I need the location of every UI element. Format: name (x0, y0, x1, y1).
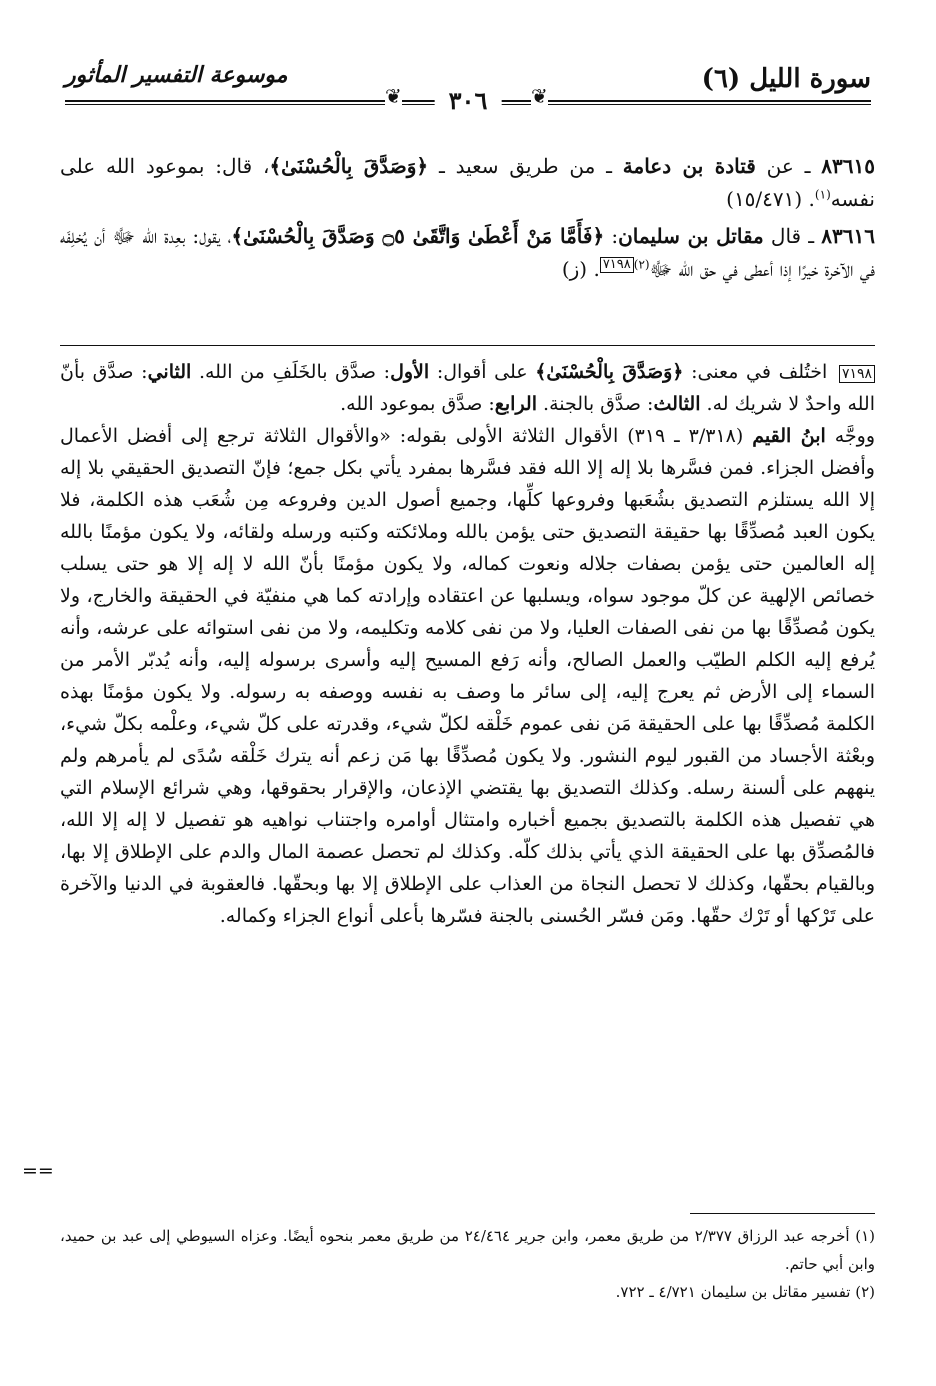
opinion-label: الرابع (494, 393, 537, 415)
opinion-label: الأول (390, 361, 430, 383)
narration-number: ٨٣٦١٥ (821, 154, 875, 178)
commentary-text: اختُلف في معنى: (683, 361, 835, 383)
narrations (60, 150, 875, 290)
opinion-label: الثالث (653, 393, 701, 415)
narration-entry (60, 150, 875, 216)
commentary (60, 356, 875, 932)
footnote-separator (690, 1213, 875, 1214)
footnote-ref[interactable]: (١) (814, 187, 831, 202)
source-ref: . (١٥/٤٧١) (726, 187, 815, 211)
narration-text: ـ من طريق سعيد ـ (428, 154, 623, 178)
scholar-name: ابنُ القيم (752, 425, 826, 447)
ornament-icon: ❦ (531, 84, 548, 108)
ornament-icon: ❦ (385, 84, 402, 108)
narrator-name: مقاتل بن سليمان (618, 224, 764, 248)
narration-text: ، قال: بموعود الله على نفسه (60, 154, 875, 211)
commentary-text: (٣/٣١٨ ـ ٣١٩) الأقوال الثلاثة الأولى بقوله: «والأقوال الثلاثة ترجع إلى أفضل الأعمال وأفضل الجزاء. فمن فسَّرها بلا إله إلا الله فقد فسَّرها بمفرد يأتي بكل جمع؛ فإنّ التصديق الحقيقي بلا إله إلا الله يستلزم التصديق بشُعَبها وفروعها كلِّها، وجميع أصول الدين وفروعه مِن شُعَب هذه الكلمة، فلا يكون العبد مُصدِّقًا بها حقيقة التصديق حتى يؤمن بالله وملائكته وكتبه ورسله ولقائه، ولا يكون مؤمنًا بالله إله العالمين حتى يؤمن بصفات جلاله ونعوت كماله، ولا يكون مؤمنًا بأنّ الله لا إله إلا هو حتى يسلب خصائص الإلهية عن كلّ موجود سواه، ويسلبها عن اعتقاده وإرادته كما هي منفيّة في الحقيقة والخارج، ولا يكون مُصدِّقًا بها من نفى الصفات العليا، ولا من نفى كلامه وتكليمه، ولا من نفى استوائه على عرشه، وأنه يُرفع إليه الكلم الطيّب والعمل الصالح، وأنه رَفع المسيح إليه وأسرى برسوله إليه، وأنه يُدبّر الأمر من السماء إلى الأرض ثم يعرج إليه، إلى سائر ما وصف به نفسه ووصفه به رسوله. ولا يكون مؤمنًا بهذه الكلمة مُصدِّقًا بها على الحقيقة مَن نفى عموم خَلْقه لكلّ شيء، وقدرته على كلّ شيء، وعلْمه بكلّ شيء، وبعْثة الأجساد من القبور ليوم النشور. ولا يكون مُصدِّقًا بها مَن زعم أنه يترك خَلْقه سُدًى لم يأمرهم ولم ينههم على ألسنة رسله. وكذلك التصديق بها يقتضي الإذعان، والإقرار بحقوقها، وهي شرائع الإسلام التي هي تفصيل هذه الكلمة بالتصديق بجميع أخباره وامتثال أوامره واجتناب نواهيه هو تفصيل لا إله إلا الله، فالمُصدِّق بها على الحقيقة الذي يأتي بذلك كلّه. وكذلك لم تحصل عصمة المال والدم على الإطلاق إلا بها، وبالقيام بحقّها، وكذلك لا تحصل النجاة من العذاب على الإطلاق إلا بها وبحقّها. فالعقوبة في الدنيا والآخرة على تَرْكها أو تَرْك حقّها. ومَن فسّر الحُسنى بالجنة فسّرها بأعلى أنواع الجزاء وكماله. (60, 425, 875, 927)
book-title: موسوعة التفسير المأثور (65, 62, 288, 88)
narration-number: ٨٣٦١٦ (821, 224, 875, 248)
narration-text: ، يقول: بعِدة الله ﷻ أن يُخلِفَه في الآخرة خيرًا إذا أعطى في حق الله ﷻ (60, 224, 875, 281)
footnote-ref[interactable]: (٢) (633, 257, 650, 272)
quran-verse: ﴿فَأَمَّا مَنْ أَعْطَىٰ وَاتَّقَىٰ ۝٥ وَصَدَّقَ بِالْحُسْنَىٰ﴾ (231, 224, 605, 248)
commentary-paragraph (60, 420, 875, 932)
footnote: (٢) تفسير مقاتل بن سليمان ٤/٧٢١ ـ ٧٢٢. (615, 1283, 875, 1301)
narration-text: ـ قال (763, 224, 822, 248)
opinion-label: الثاني (147, 361, 192, 383)
opinion-text: : صدَّق بموعود الله. (340, 393, 495, 415)
quran-verse: ﴿وَصَدَّقَ بِالْحُسْنَىٰ﴾ (269, 154, 429, 178)
continuation-mark: == (22, 1160, 54, 1182)
commentary-separator (60, 345, 875, 346)
opinion-text: : صدَّق بالخَلَفِ من الله. (191, 361, 391, 383)
page-header (65, 62, 871, 115)
commentary-ref-box[interactable]: ٧١٩٨ (600, 257, 634, 273)
commentary-text: على أقوال: (429, 361, 536, 383)
page-number: ٣٠٦ (435, 86, 502, 115)
opinion-text: : صدَّق بالجنة. (537, 393, 654, 415)
surah-title: سورة الليل (٦) (701, 64, 871, 94)
source-ref: . (ز) (561, 257, 600, 281)
commentary-label-box: ٧١٩٨ (839, 365, 875, 383)
footnote: (١) أخرجه عبد الرزاق ٢/٣٧٧ من طريق معمر، وابن جرير ٢٤/٤٦٤ من طريق معمر بنحوه أيضًا. وعزاه السيوطي إلى عبد بن حميد، وابن أبي حاتم. (60, 1227, 876, 1273)
narration-text: : (604, 224, 619, 248)
narration-text: ـ عن (755, 154, 822, 178)
narration-entry (60, 220, 875, 286)
opinion-text: : صدَّق بأنّ الله واحدٌ لا شريك له. (60, 361, 875, 415)
quran-verse: ﴿وَصَدَّقَ بِالْحُسْنَىٰ﴾ (535, 361, 684, 383)
narrator-name: قتادة بن دعامة (622, 154, 756, 178)
footnotes (60, 1222, 875, 1306)
commentary-paragraph (60, 356, 875, 420)
commentary-text: ووجَّه (825, 425, 876, 447)
